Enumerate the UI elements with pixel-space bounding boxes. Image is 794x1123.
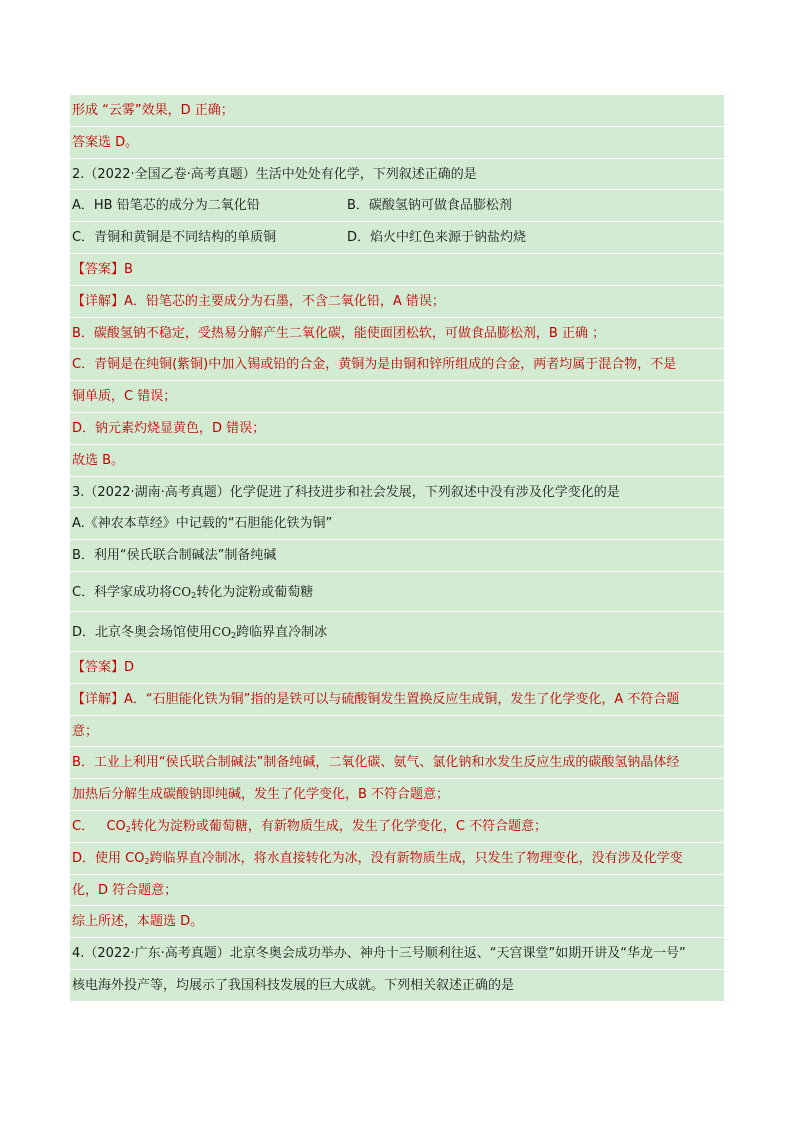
text-line: [70, 906, 724, 938]
co2-formula: [125, 851, 149, 866]
explanation-tag: 【详解】: [72, 691, 125, 707]
text: 答案选 D。: [72, 134, 139, 150]
text: A.《神农本草经》中记载的“石胆能化铁为铜”: [72, 516, 333, 532]
text-line: [70, 445, 724, 477]
text: 化，D 符合题意；: [72, 882, 178, 898]
text: 形成 “云雾”效果，D 正确；: [72, 103, 234, 118]
text-line: [70, 95, 724, 127]
text-line: [70, 843, 724, 875]
text-line: [70, 811, 724, 843]
formula-subscript: 2: [191, 590, 197, 600]
text-line: [70, 716, 724, 748]
option-c: C．青铜和黄铜是不同结构的单质铜: [72, 230, 277, 246]
explanation-tag: 【详解】: [72, 293, 125, 309]
text: 转化为淀粉或葡萄糖，有新物质生成，发生了化学变化，C 不符合题意；: [130, 818, 548, 834]
formula-subscript: 2: [125, 824, 131, 834]
answer-value: D: [124, 659, 135, 675]
answer-tag: 【答案】: [72, 261, 125, 277]
question-3-option-c: [70, 572, 724, 612]
question-3-stem: [70, 477, 724, 509]
text: 核电海外投产等，均展示了我国科技发展的巨大成就。下列相关叙述正确的是: [72, 977, 515, 993]
text-line: [70, 779, 724, 811]
text: D．北京冬奥会场馆使用: [72, 624, 213, 640]
text: C．: [72, 818, 95, 834]
question-3-option-d: [70, 612, 724, 652]
question-2-options-row-1: [70, 190, 724, 222]
question-2-options-row-2: [70, 222, 724, 254]
co2-formula: [106, 819, 130, 834]
question-3-option-b: [70, 540, 724, 572]
text: 2.（2022·全国乙卷·高考真题）生活中处处有化学，下列叙述正确的是: [72, 166, 477, 182]
question-2-stem: [70, 159, 724, 191]
formula-subscript: 2: [231, 630, 237, 640]
text: 转化为淀粉或葡萄糖: [196, 584, 314, 600]
text: 跨临界直冷制冰: [236, 624, 328, 640]
text: D．钠元素灼烧显黄色，D 错误；: [72, 420, 266, 436]
text: D．使用: [72, 850, 122, 866]
text: B．工业上利用“侯氏联合制碱法”制备纯碱，二氧化碳、氨气、氯化钠和水发生反应生成的碳酸氢钠晶体经: [72, 755, 680, 771]
question-2-explanation: [70, 286, 724, 318]
option-d: D．焰火中红色来源于钠盐灼烧: [347, 230, 527, 246]
text: A．“石胆能化铁为铜”指的是铁可以与硫酸铜发生置换反应生成铜，发生了化学变化，A 不符合题: [124, 691, 680, 707]
formula-text: CO: [125, 850, 145, 866]
formula-subscript: 2: [144, 856, 150, 866]
question-2-answer: [70, 254, 724, 286]
formula-text: CO: [172, 584, 192, 599]
text: B．碳酸氢钠不稳定，受热易分解产生二氧化碳，能使面团松软，可做食品膨松剂，B 正确 ；: [72, 325, 606, 341]
text: C．科学家成功将: [72, 584, 173, 600]
document-page: [70, 95, 724, 1002]
option-a: A．HB 铅笔芯的成分为二氧化铅: [72, 198, 260, 214]
text-line: [70, 318, 724, 350]
answer-tag: 【答案】: [72, 659, 125, 675]
text-line: [70, 349, 724, 381]
text-line: [70, 381, 724, 413]
text: C．青铜是在纯铜(紫铜)中加入锡或铅的合金，黄铜为是由铜和锌所组成的合金，两者均属于混合物，不是: [72, 357, 677, 373]
text-line: [70, 413, 724, 445]
text: B．利用“侯氏联合制碱法”制备纯碱: [72, 548, 277, 564]
text: 意；: [72, 723, 99, 739]
co2-formula: [172, 585, 196, 599]
text: 故选 B。: [72, 452, 125, 468]
text-line: [70, 127, 724, 159]
option-b: B．碳酸氢钠可做食品膨松剂: [347, 198, 512, 214]
question-3-option-a: [70, 508, 724, 540]
text-line: [70, 875, 724, 907]
text: 3.（2022·湖南·高考真题）化学促进了科技进步和社会发展，下列叙述中没有涉及化学变化的是: [72, 484, 620, 500]
text: 4.（2022·广东·高考真题）北京冬奥会成功举办、神舟十三号顺利往返、“天宫课堂”如期开讲及“华龙一号”: [72, 946, 686, 962]
text: 加热后分解生成碳酸钠即纯碱，发生了化学变化，B 不符合题意；: [72, 787, 450, 803]
answer-value: B: [124, 261, 133, 277]
text: A．铅笔芯的主要成分为石墨，不含二氧化铅，A 错误；: [124, 293, 445, 309]
question-4-stem-cont: [70, 970, 724, 1002]
text: 跨临界直冷制冰，将水直接转化为冰，没有新物质生成，只发生了物理变化，没有涉及化学变: [149, 850, 683, 866]
text: 铜单质，C 错误；: [72, 389, 177, 405]
text-line: [70, 747, 724, 779]
formula-text: CO: [212, 624, 232, 639]
question-4-stem: [70, 938, 724, 970]
question-3-answer: [70, 652, 724, 684]
question-3-explanation: [70, 684, 724, 716]
text: 综上所述，本题选 D。: [72, 914, 204, 930]
co2-formula: [212, 625, 236, 639]
formula-text: CO: [106, 818, 126, 834]
